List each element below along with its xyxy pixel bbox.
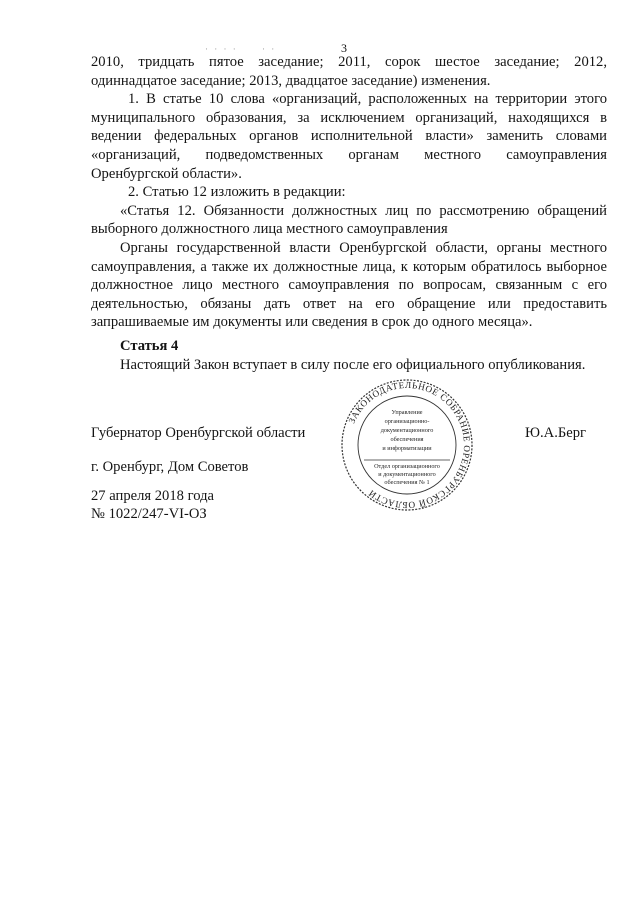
scan-noise: · ·	[262, 44, 277, 54]
item-2-paragraph: 2. Статью 12 изложить в редакции:	[128, 184, 346, 201]
document-body	[91, 53, 607, 332]
seal-inner-line: и информатизации	[382, 445, 432, 452]
signing-place: г. Оренбург, Дом Советов	[91, 459, 249, 475]
seal-bottom-line: и документационного	[378, 471, 436, 478]
signatory-position: Губернатор Оренбургской области	[91, 425, 306, 441]
item-1-paragraph: 1. В статье 10 слова «организаций, расположенных на территории этого муниципального образования, за исключением организаций, находящихся в ведении федеральных органов исполнительной власти» заменить словами «организаций, подведомственных органам местного самоуправления Оренбургской области».	[91, 91, 607, 182]
seal-ring-text: ЗАКОНОДАТЕЛЬНОЕ СОБРАНИЕ ОРЕНБУРГСКОЙ ОБЛАСТИ	[346, 379, 473, 511]
continuation-paragraph: 2010, тридцать пятое заседание; 2011, сорок шестое заседание; 2012, одиннадцатое заседание; 2013, двадцатое заседание) изменения.	[91, 54, 607, 89]
seal-inner-line: Управление	[391, 409, 423, 416]
seal-inner-line: организационно-	[384, 418, 430, 425]
seal-bottom-line: обеспечения № 1	[384, 479, 430, 486]
seal-inner-line: документационного	[380, 427, 434, 434]
article-4-text: Настоящий Закон вступает в силу после его официального опубликования.	[120, 356, 586, 373]
article-4-block	[91, 337, 607, 374]
article-4-heading: Статья 4	[120, 338, 179, 354]
page-number: 3	[341, 41, 347, 55]
seal-bottom-line: Отдел организационного	[374, 463, 440, 470]
seal-inner-line: обеспечения	[390, 436, 424, 443]
law-number: № 1022/247-VI-ОЗ	[91, 506, 207, 522]
quote-body-paragraph: Органы государственной власти Оренбургской области, органы местного самоуправления, а также их должностные лица, к которым обратилось выборное должностное лицо местного самоуправления по вопросам, связанным с его деятельностью, обязаны дать ответ на его обращение или предоставить запрашиваемые им документы или сведения в срок до одного месяца».	[91, 239, 607, 331]
signing-date: 27 апреля 2018 года	[91, 488, 214, 504]
quote-title-paragraph: «Статья 12. Обязанности должностных лиц по рассмотрению обращений выборного должностного лица местного самоуправления	[91, 202, 607, 238]
official-seal	[340, 378, 474, 512]
scan-noise: · · · ·	[205, 44, 238, 54]
signatory-name: Ю.А.Берг	[525, 425, 586, 441]
